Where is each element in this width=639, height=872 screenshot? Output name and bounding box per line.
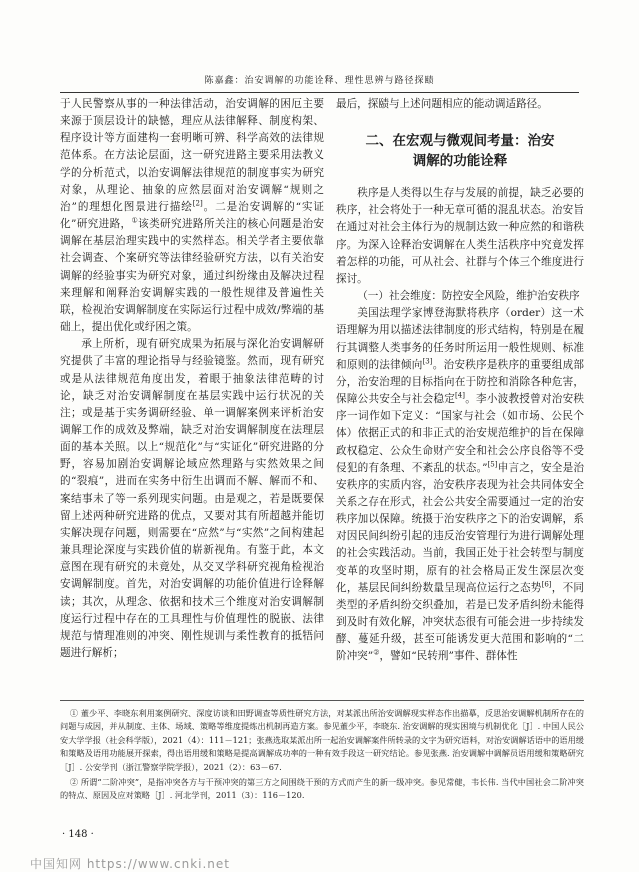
citation-ref[interactable]: [4] bbox=[455, 391, 465, 400]
paragraph: 承上所析，现有研究成果为拓展与深化治安调解研究提供了丰富的理论指导与经验镜鉴。然而，现有研究或是从法律规范角度出发，着眼于抽象法律范畴的讨论，缺乏对治安调解制度在基层实践中运行状况的关注；或是基于实务调研经验、单一调解案例来评析治安调解工作的成效及弊端，缺乏对治安调解制度在法理层面的基本关照。以上“规范化”与“实证化”研究进路的分野，容易加剧治安调解论域应然理路与实然效果之间的“裂痕”，进而在实务中衍生出调而不解、解而不和、案结事未了等一系列现实问题。由是观之，若是既要保留上述两种研究进路的优点，又要对其有所超越并能切实解决现存问题，则需要在“应然”与“实然”之间构建起兼具理论深度与实践价值的崭新视角。有鉴于此，本文意图在现有研究的未竟处，从交叉学科研究视角检视治安调解制度。首先，对治安调解的功能价值进行诠释解读；其次，从理念、依据和技术三个维度对治安调解制度运行过程中存在的工具理性与价值理性的脱嵌、法律规范与情理准则的冲突、刚性规训与柔性教育的抵牾问题进行解析； bbox=[60, 338, 324, 659]
footnote-item: ① 董少平、李晓东利用案例研究、深度访谈和田野调查等质性研究方法，对某派出所治安调解现实样态作出描摹，反思治安调解机制所存在的问题与成因，并从制度、主体、场域、策略等维度提炼出机制再造方案。参见董少平，李晓东. 治安调解的现实困境与机制优化［J］. 中国人民公安大学学报（社会科学版），2021（4）：111－121；张燕选取某派出所一起治安调解案件所转录的文字为研究语料，对治安调解话语中的语用缓和策略及语用功能展开探索，得出语用缓和策略是提高调解成功率的一种有效手段这一研究结论。参见张燕. 治安调解中调解员语用缓和策略研究［J］. 公安学刊（浙江警察学院学报），2021（2）：63－67. bbox=[60, 708, 584, 772]
paragraph: 秩序是人类得以生存与发展的前提，缺乏必要的秩序，社会将处于一种无章可循的混乱状态。治安旨在通过对社会主体行为的规制达致一种应然的和谐秩序。为深入诠释治安调解在人类生活秩序中究竟发挥着怎样的功能，可从社会、社群与个体三个维度进行探讨。 bbox=[336, 187, 584, 285]
footnotes bbox=[60, 700, 584, 805]
citation-ref[interactable]: [5] bbox=[487, 460, 498, 469]
citation-ref[interactable]: [2] bbox=[192, 199, 203, 208]
running-header bbox=[60, 70, 579, 93]
section-heading: 二、在宏观与微观间考量：治安 调解的功能诠释 bbox=[365, 133, 555, 170]
paragraph: 于人民警察从事的一种法律活动，治安调解的困厄主要来源于顶层设计的缺憾，理应从法律解释、制度构架、程序设计等方面建构一套明晰可辨、科学高效的法律规范体系。在方法论层面，这一研究进路主要采用法教义学的分析范式，以治安调解法律规范的制度事实为研究对象，从理论、抽象的应然层面对治安调解“规则之治”的理想化图景进行描绘[2]。二是治安调解的“实证化”研究进路，①该类研究进路所关注的核心问题是治安调解在基层治理实践中的实然样态。相关学者主要依靠社会调查、个案研究等法律经验研究方法，以有关治安调解的经验事实为研究对象，通过纠纷缘由及解决过程来理解和阐释治安调解实践的一般性规律及普遍性关联，检视治安调解制度在实际运行过程中成效/弊端的基础上，提出优化或纾困之策。 bbox=[60, 98, 324, 334]
left-column bbox=[60, 96, 324, 662]
paragraph: 最后，探赜与上述问题相应的能动调适路径。 bbox=[336, 98, 548, 110]
footnote-ref[interactable]: ② bbox=[373, 648, 380, 657]
watermark: 中国知网 https://www.cnki.net bbox=[30, 857, 230, 871]
right-column bbox=[336, 96, 584, 666]
paragraph: 美国法理学家博登海默将秩序（order）这一术语理解为用以描述法律制度的形式结构，特别是在履行其调整人类事务的任务时所运用一般性规则、标准和原则的法律倾向[3]。治安秩序是秩序的重要组成部分，治安治理的目标指向在于防控和消除各种危害，保障公共安全与社会稳定[4]。李小波教授曾对治安秩序一词作如下定义：“国家与社会（如市场、公民个体）依据正式的和非正式的治安规范维护的旨在保障政权稳定、公众生命财产安全和社会公序良俗等不受侵犯的有条理、不紊乱的状态。”[5]申言之，安全是治安秩序的实质内容，治安秩序表现为社会共同体安全关系之存在形式，社会公共安全需要通过一定的治安秩序加以保障。统摄于治安秩序之下的治安调解，系对因民间纠纷引起的违反治安管理行为进行调解处理的社会实践活动。当前，我国正处于社会转型与制度变革的攻坚时期，原有的社会格局正发生深层次变化，基层民间纠纷数量呈现高位运行之态势[6]，不同类型的矛盾纠纷交织叠加，若是已发矛盾纠纷未能得到及时有效化解，冲突状态很有可能会进一步持续发酵、蔓延升级，甚至可能诱发更大范围和影响的“二阶冲突”②，譬如“民转刑”事件、群体性 bbox=[336, 307, 585, 663]
running-title: 陈嘉鑫：治安调解的功能诠释、理性思辨与路径探赜 bbox=[204, 76, 435, 86]
footnote-item: ② 所谓“二阶冲突”，是指冲突各方与干预冲突的第三方之间围绕干预的方式而产生的新一级冲突。参见常健，韦长伟. 当代中国社会二阶冲突的特点、原因及应对策略［J］. 河北学刊，2011（3）：116－120. bbox=[60, 777, 584, 801]
page-number: · 148 · bbox=[62, 829, 94, 840]
subsection-heading: （一）社会维度：防控安全风险，维护治安秩序 bbox=[357, 290, 580, 303]
citation-ref[interactable]: [3] bbox=[422, 357, 433, 366]
citation-ref[interactable]: [6] bbox=[541, 580, 552, 589]
footnote-ref[interactable]: ① bbox=[131, 216, 139, 225]
